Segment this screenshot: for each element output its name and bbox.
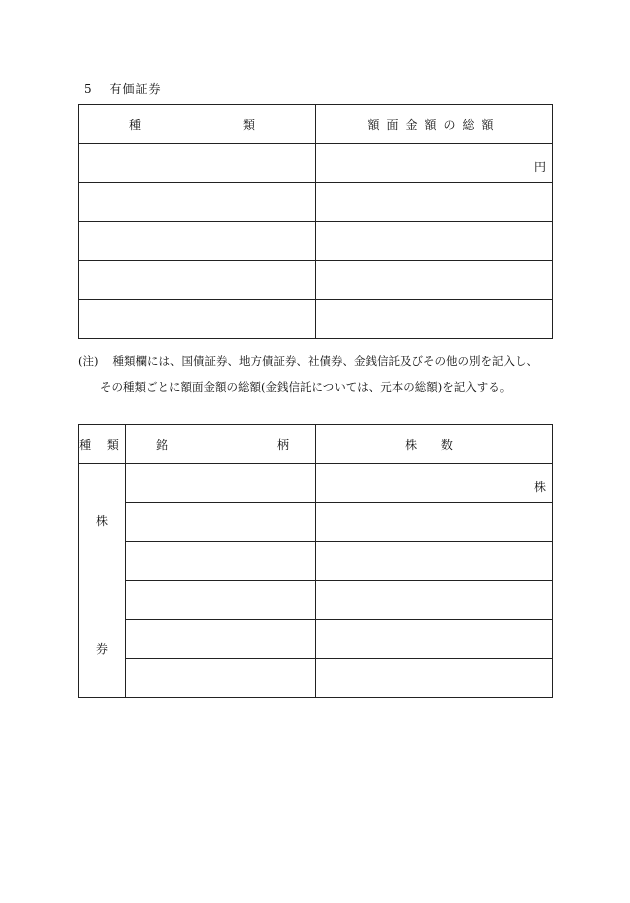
stock-kind-cell <box>79 464 126 698</box>
amount-cell[interactable] <box>316 183 553 222</box>
brand-cell[interactable] <box>126 503 316 542</box>
header-kind-left: 種 <box>129 117 142 132</box>
kind-bottom-char: 券 <box>95 642 108 656</box>
count-cell[interactable] <box>316 503 553 542</box>
securities-header-row <box>79 105 553 144</box>
brand-cell[interactable] <box>126 542 316 581</box>
brand-cell[interactable] <box>126 464 316 503</box>
header-count <box>316 425 553 464</box>
table-row <box>79 581 553 620</box>
note-mark: (注) <box>78 354 99 368</box>
count-cell[interactable] <box>316 542 553 581</box>
count-cell[interactable] <box>316 581 553 620</box>
table-row <box>79 542 553 581</box>
kind-cell[interactable] <box>79 183 316 222</box>
table-row <box>79 183 553 222</box>
amount-cell[interactable] <box>316 300 553 339</box>
note <box>78 348 558 400</box>
count-cell[interactable] <box>316 659 553 698</box>
amount-cell[interactable] <box>316 144 553 183</box>
kind-cell[interactable] <box>79 222 316 261</box>
amount-cell[interactable] <box>316 222 553 261</box>
table-row <box>79 144 553 183</box>
header-kind-right: 類 <box>242 117 255 132</box>
header-amount-label: 額面金額の総額 <box>367 117 501 132</box>
brand-cell[interactable] <box>126 620 316 659</box>
header-kind <box>79 105 316 144</box>
table-row <box>79 659 553 698</box>
table-row <box>79 620 553 659</box>
note-line-1: 種類欄には、国債証券、地方債証券、社債券、金銭信託及びその他の別を記入し、 <box>112 354 538 368</box>
table-row <box>79 222 553 261</box>
count-cell[interactable] <box>316 620 553 659</box>
kind-top-char: 株 <box>95 514 108 528</box>
brand-cell[interactable] <box>126 659 316 698</box>
section-number: 5 <box>84 82 93 96</box>
table-row <box>79 300 553 339</box>
section-label: 有価証券 <box>109 82 162 96</box>
count-cell[interactable] <box>316 464 553 503</box>
header-kind <box>79 425 126 464</box>
kind-cell[interactable] <box>79 300 316 339</box>
header-count-label: 株 数 <box>405 437 463 452</box>
table-row <box>79 503 553 542</box>
table-row <box>79 261 553 300</box>
note-line-2: その種類ごとに額面金額の総額(金銭信託については、元本の総額)を記入する。 <box>100 380 512 394</box>
shares-unit: 株 <box>533 480 546 494</box>
table-row <box>79 464 553 503</box>
brand-cell[interactable] <box>126 581 316 620</box>
securities-table <box>78 104 553 339</box>
header-amount <box>316 105 553 144</box>
header-kind-label: 種 類 <box>79 437 125 452</box>
section-title <box>84 80 161 97</box>
stock-header-row <box>79 425 553 464</box>
yen-unit: 円 <box>533 160 546 174</box>
kind-cell[interactable] <box>79 261 316 300</box>
amount-cell[interactable] <box>316 261 553 300</box>
header-brand <box>126 425 316 464</box>
stock-table <box>78 424 553 698</box>
header-brand-right: 柄 <box>276 437 289 452</box>
kind-cell[interactable] <box>79 144 316 183</box>
header-brand-left: 銘 <box>156 437 169 452</box>
